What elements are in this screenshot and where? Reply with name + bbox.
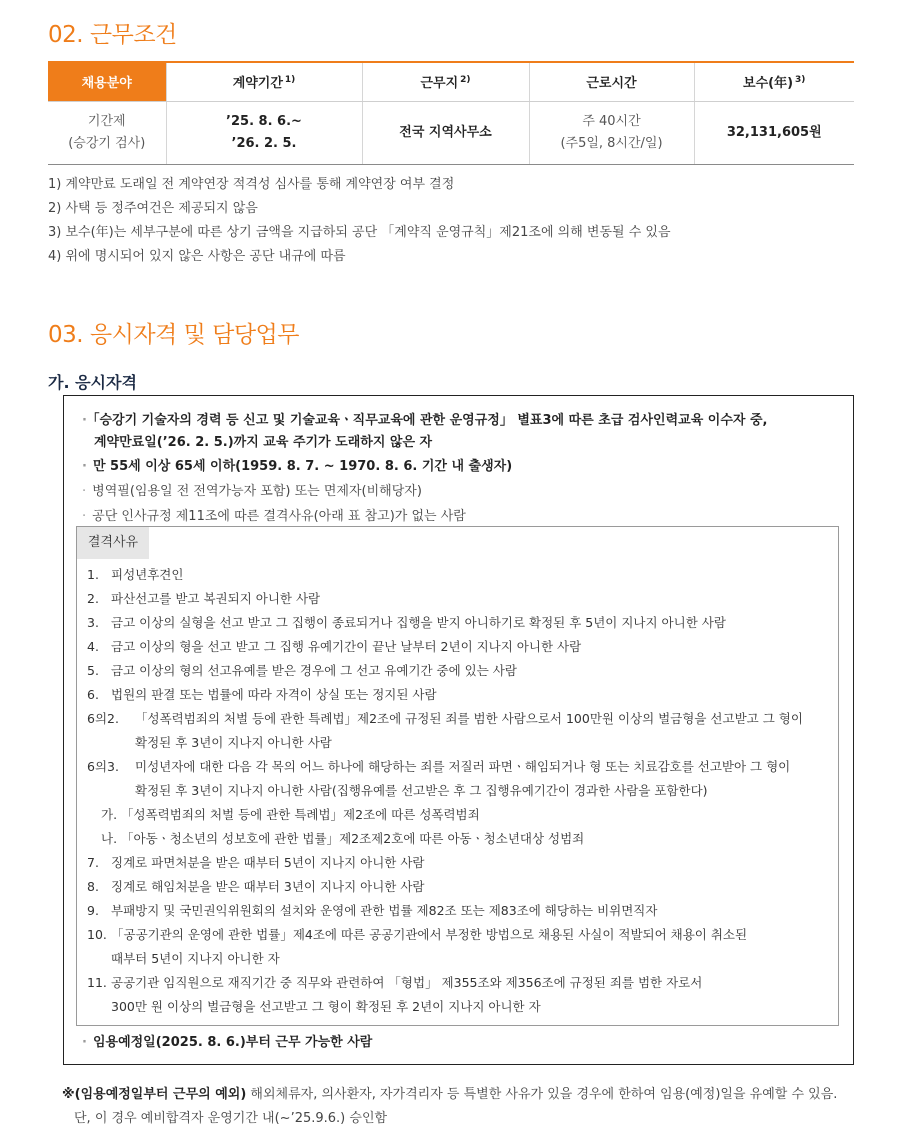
work-conditions-table xyxy=(48,61,854,165)
footnote xyxy=(62,1083,862,1131)
list-item: 4. 금고 이상의 형을 선고 받고 그 집행 유예기간이 끝난 날부터 2년이 지나지 아니한 사람 xyxy=(87,639,582,654)
list-item: 7. 징계로 파면처분을 받은 때부터 5년이 지나지 아니한 사람 xyxy=(87,855,425,870)
subsection-title: 가. 응시자격 xyxy=(48,373,137,392)
list-item: 9. 부패방지 및 국민권익위원회의 설치와 운영에 관한 법률 제82조 또는 제83조에 해당하는 비위면직자 xyxy=(87,903,658,918)
header-location: 근무지 $^{2)}$ xyxy=(362,62,529,101)
list-item: 11. 공공기관 임직원으로 재직기간 중 직무와 관련하여 「형법」 제355조와 제356조에 규정된 죄를 범한 자로서 300만 원 이상의 벌금형을 선고받고 그 형이 확정된 후 2년이 지나지 아니한 자 xyxy=(87,975,703,1014)
header-hours: 근로시간 xyxy=(529,62,694,101)
note-item: 2) 사택 등 정주여건은 제공되지 않음 xyxy=(48,201,258,216)
disqualification-title: 결격사유 xyxy=(77,527,149,559)
disqualification-box xyxy=(76,526,839,1026)
bullet-icon: · xyxy=(82,1035,87,1050)
qualification-item: · 「승강기 기술자의 경력 등 신고 및 기술교육ㆍ직무교육에 관한 운영규정」 별표3에 따른 초급 검사인력교육 이수자 중, 계약만료일(’26. 2. 5.)까지 교육 주기가 도래하지 않은 자 xyxy=(82,413,768,450)
table-row xyxy=(48,101,854,164)
bullet-icon: · xyxy=(82,509,87,524)
cell-field: 기간제 (승강기 검사) xyxy=(48,101,166,164)
list-item: 1. 피성년후견인 xyxy=(87,567,184,582)
list-subitem: 나. 「아동ㆍ청소년의 성보호에 관한 법률」제2조제2호에 따른 아동ㆍ청소년대상 성범죄 xyxy=(101,831,585,846)
table-header-row xyxy=(48,62,854,101)
note-item: 3) 보수(年)는 세부구분에 따른 상기 금액을 지급하되 공단 「계약직 운영규칙」제21조에 의해 변동될 수 있음 xyxy=(48,225,671,240)
list-item: 6. 법원의 판결 또는 법률에 따라 자격이 상실 또는 정지된 사람 xyxy=(87,687,437,702)
list-subitem: 가. 「성폭력범죄의 처벌 등에 관한 특례법」제2조에 따른 성폭력범죄 xyxy=(101,807,480,822)
disqualification-list xyxy=(87,563,830,1019)
footnote-label: ※(임용예정일부터 근무의 예외) xyxy=(62,1087,247,1102)
table-notes xyxy=(48,173,671,269)
qualification-item: · 만 55세 이상 65세 이하(1959. 8. 7. ~ 1970. 8. 6. 기간 내 출생자) xyxy=(82,459,513,474)
bullet-icon: · xyxy=(82,413,87,428)
header-period: 계약기간 $^{1)}$ xyxy=(166,62,362,101)
section-title-work-conditions: 02. 근무조건 xyxy=(48,22,177,48)
qualification-item: · 병역필(임용일 전 전역가능자 포함) 또는 면제자(비해당자) xyxy=(82,484,422,499)
qualification-item: · 공단 인사규정 제11조에 따른 결격사유(아래 표 참고)가 없는 사람 xyxy=(82,509,466,524)
bullet-icon: · xyxy=(82,484,87,499)
header-field: 채용분야 xyxy=(48,62,166,101)
list-item: 3. 금고 이상의 실형을 선고 받고 그 집행이 종료되거나 집행을 받지 아니하기로 확정된 후 5년이 지나지 아니한 사람 xyxy=(87,615,726,630)
cell-hours: 주 40시간 (주5일, 8시간/일) xyxy=(529,101,694,164)
list-item: 6의3. 미성년자에 대한 다음 각 목의 어느 하나에 해당하는 죄를 저질러 파면ㆍ해임되거나 형 또는 치료감호를 선고받아 그 형이 확정된 후 3년이 지나지 아니한 사람(집행유예를 선고받은 후 그 집행유예기간이 경과한 사람을 포함한다) xyxy=(87,759,791,798)
footnote-line2: 단, 이 경우 예비합격자 운영기간 내(~’25.9.6.) 승인함 xyxy=(74,1111,388,1126)
footnote-text: 해외체류자, 의사환자, 자가격리자 등 특별한 사유가 있을 경우에 한하여 임용(예정)일을 유예할 수 있음. xyxy=(246,1087,838,1102)
note-item: 4) 위에 명시되어 있지 않은 사항은 공단 내규에 따름 xyxy=(48,249,346,264)
cell-location: 전국 지역사무소 xyxy=(362,101,529,164)
bullet-icon: · xyxy=(82,459,87,474)
qualification-box xyxy=(63,395,854,1065)
list-item: 8. 징계로 해임처분을 받은 때부터 3년이 지나지 아니한 사람 xyxy=(87,879,425,894)
list-item: 5. 금고 이상의 형의 선고유예를 받은 경우에 그 선고 유예기간 중에 있는 사람 xyxy=(87,663,517,678)
note-item: 1) 계약만료 도래일 전 계약연장 적격성 심사를 통해 계약연장 여부 결정 xyxy=(48,177,455,192)
cell-period: ’25. 8. 6.~ ’26. 2. 5. xyxy=(166,101,362,164)
list-item: 6의2. 「성폭력범죄의 처벌 등에 관한 특례법」제2조에 규정된 죄를 범한 사람으로서 100만원 이상의 벌금형을 선고받고 그 형이 확정된 후 3년이 지나지 아니한 사람 xyxy=(87,711,803,750)
header-pay: 보수(年) $^{3)}$ xyxy=(694,62,854,101)
section-title-qualifications: 03. 응시자격 및 담당업무 xyxy=(48,322,299,348)
list-item: 10. 「공공기관의 운영에 관한 법률」제4조에 따른 공공기관에서 부정한 방법으로 채용된 사실이 적발되어 채용이 취소된 때부터 5년이 지나지 아니한 자 xyxy=(87,927,748,966)
list-item: 2. 파산선고를 받고 복권되지 아니한 사람 xyxy=(87,591,321,606)
qualification-item: · 임용예정일(2025. 8. 6.)부터 근무 가능한 사람 xyxy=(82,1035,373,1050)
cell-pay: 32,131,605원 xyxy=(694,101,854,164)
